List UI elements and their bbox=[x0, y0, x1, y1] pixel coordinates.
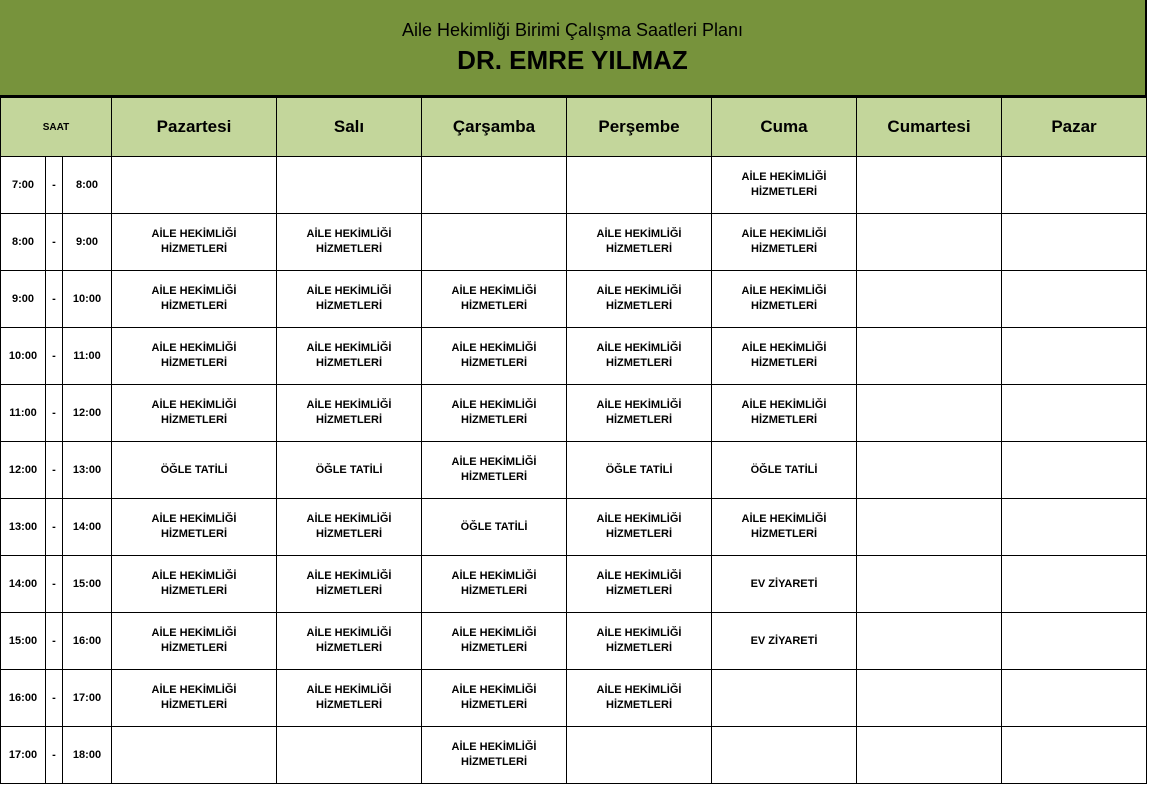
schedule-cell-monday bbox=[112, 157, 277, 214]
schedule-cell-monday bbox=[112, 727, 277, 784]
schedule-cell-label: EV ZİYARETİ bbox=[750, 634, 818, 647]
time-end: 12:00 bbox=[63, 385, 112, 442]
schedule-cell-label: AİLE HEKİMLİĞİ HİZMETLERİ bbox=[596, 285, 682, 312]
schedule-cell-label: AİLE HEKİMLİĞİ HİZMETLERİ bbox=[596, 399, 682, 426]
schedule-cell-sunday bbox=[1002, 613, 1147, 670]
schedule-cell-monday bbox=[112, 271, 277, 328]
schedule-table bbox=[0, 97, 1147, 784]
schedule-cell-label: AİLE HEKİMLİĞİ HİZMETLERİ bbox=[596, 684, 682, 711]
schedule-cell-label: AİLE HEKİMLİĞİ HİZMETLERİ bbox=[451, 399, 537, 426]
schedule-cell-friday bbox=[712, 157, 857, 214]
schedule-cell-saturday bbox=[857, 328, 1002, 385]
schedule-cell-thursday bbox=[567, 271, 712, 328]
schedule-cell-label: AİLE HEKİMLİĞİ HİZMETLERİ bbox=[741, 342, 827, 369]
schedule-cell-saturday bbox=[857, 613, 1002, 670]
schedule-cell-label: AİLE HEKİMLİĞİ HİZMETLERİ bbox=[151, 399, 237, 426]
schedule-cell-tuesday bbox=[277, 271, 422, 328]
saat-header: SAAT bbox=[1, 98, 112, 157]
schedule-cell-label: AİLE HEKİMLİĞİ HİZMETLERİ bbox=[596, 513, 682, 540]
schedule-cell-friday bbox=[712, 499, 857, 556]
schedule-cell-saturday bbox=[857, 727, 1002, 784]
schedule-cell-saturday bbox=[857, 271, 1002, 328]
schedule-cell-label: AİLE HEKİMLİĞİ HİZMETLERİ bbox=[151, 513, 237, 540]
day-header-saturday: Cumartesi bbox=[857, 98, 1002, 157]
time-start: 17:00 bbox=[1, 727, 46, 784]
time-start: 8:00 bbox=[1, 214, 46, 271]
schedule-cell-friday bbox=[712, 442, 857, 499]
schedule-cell-label: AİLE HEKİMLİĞİ HİZMETLERİ bbox=[451, 570, 537, 597]
schedule-body bbox=[1, 157, 1147, 784]
schedule-cell-sunday bbox=[1002, 442, 1147, 499]
time-start: 13:00 bbox=[1, 499, 46, 556]
table-row bbox=[1, 727, 1147, 784]
time-end: 17:00 bbox=[63, 670, 112, 727]
schedule-cell-wednesday bbox=[422, 328, 567, 385]
time-separator: - bbox=[46, 271, 63, 328]
schedule-cell-label: ÖĞLE TATİLİ bbox=[315, 463, 383, 476]
schedule-cell-friday bbox=[712, 727, 857, 784]
schedule-cell-tuesday bbox=[277, 499, 422, 556]
schedule-cell-label: ÖĞLE TATİLİ bbox=[160, 463, 228, 476]
schedule-cell-label: AİLE HEKİMLİĞİ HİZMETLERİ bbox=[451, 285, 537, 312]
day-header-friday: Cuma bbox=[712, 98, 857, 157]
time-separator: - bbox=[46, 499, 63, 556]
table-row bbox=[1, 613, 1147, 670]
time-end: 10:00 bbox=[63, 271, 112, 328]
time-separator: - bbox=[46, 670, 63, 727]
schedule-cell-monday bbox=[112, 328, 277, 385]
schedule-cell-tuesday bbox=[277, 670, 422, 727]
schedule-cell-sunday bbox=[1002, 727, 1147, 784]
time-start: 15:00 bbox=[1, 613, 46, 670]
schedule-cell-wednesday bbox=[422, 727, 567, 784]
schedule-cell-monday bbox=[112, 214, 277, 271]
time-separator: - bbox=[46, 556, 63, 613]
schedule-cell-thursday bbox=[567, 499, 712, 556]
schedule-cell-tuesday bbox=[277, 157, 422, 214]
schedule-cell-monday bbox=[112, 442, 277, 499]
schedule-cell-wednesday bbox=[422, 385, 567, 442]
table-row bbox=[1, 157, 1147, 214]
schedule-cell-sunday bbox=[1002, 157, 1147, 214]
schedule-cell-label: AİLE HEKİMLİĞİ HİZMETLERİ bbox=[451, 456, 537, 483]
schedule-cell-saturday bbox=[857, 157, 1002, 214]
schedule-cell-wednesday bbox=[422, 157, 567, 214]
schedule-cell-label: AİLE HEKİMLİĞİ HİZMETLERİ bbox=[451, 627, 537, 654]
schedule-cell-sunday bbox=[1002, 499, 1147, 556]
schedule-cell-wednesday bbox=[422, 613, 567, 670]
time-end: 18:00 bbox=[63, 727, 112, 784]
schedule-cell-tuesday bbox=[277, 727, 422, 784]
time-separator: - bbox=[46, 613, 63, 670]
table-row bbox=[1, 214, 1147, 271]
schedule-cell-friday bbox=[712, 556, 857, 613]
schedule-cell-label: AİLE HEKİMLİĞİ HİZMETLERİ bbox=[451, 342, 537, 369]
schedule-cell-tuesday bbox=[277, 328, 422, 385]
schedule-cell-tuesday bbox=[277, 556, 422, 613]
time-end: 11:00 bbox=[63, 328, 112, 385]
schedule-cell-friday bbox=[712, 613, 857, 670]
schedule-cell-thursday bbox=[567, 214, 712, 271]
header-row bbox=[1, 98, 1147, 157]
schedule-cell-saturday bbox=[857, 442, 1002, 499]
schedule-cell-label: AİLE HEKİMLİĞİ HİZMETLERİ bbox=[151, 684, 237, 711]
schedule-cell-friday bbox=[712, 385, 857, 442]
schedule-cell-monday bbox=[112, 670, 277, 727]
schedule-cell-wednesday bbox=[422, 442, 567, 499]
schedule-cell-sunday bbox=[1002, 271, 1147, 328]
time-start: 16:00 bbox=[1, 670, 46, 727]
title-band bbox=[0, 0, 1147, 97]
time-end: 14:00 bbox=[63, 499, 112, 556]
day-header-wednesday: Çarşamba bbox=[422, 98, 567, 157]
schedule-cell-label: AİLE HEKİMLİĞİ HİZMETLERİ bbox=[306, 285, 392, 312]
schedule-cell-label: AİLE HEKİMLİĞİ HİZMETLERİ bbox=[151, 228, 237, 255]
schedule-cell-sunday bbox=[1002, 328, 1147, 385]
schedule-cell-wednesday bbox=[422, 499, 567, 556]
time-end: 15:00 bbox=[63, 556, 112, 613]
schedule-cell-tuesday bbox=[277, 385, 422, 442]
time-start: 12:00 bbox=[1, 442, 46, 499]
schedule-cell-saturday bbox=[857, 670, 1002, 727]
schedule-cell-saturday bbox=[857, 499, 1002, 556]
time-end: 9:00 bbox=[63, 214, 112, 271]
schedule-cell-monday bbox=[112, 385, 277, 442]
schedule-cell-wednesday bbox=[422, 214, 567, 271]
schedule-cell-label: AİLE HEKİMLİĞİ HİZMETLERİ bbox=[741, 399, 827, 426]
time-start: 10:00 bbox=[1, 328, 46, 385]
schedule-cell-monday bbox=[112, 556, 277, 613]
schedule-cell-thursday bbox=[567, 727, 712, 784]
schedule-cell-thursday bbox=[567, 556, 712, 613]
schedule-cell-saturday bbox=[857, 214, 1002, 271]
schedule-cell-label: AİLE HEKİMLİĞİ HİZMETLERİ bbox=[306, 399, 392, 426]
schedule-cell-tuesday bbox=[277, 613, 422, 670]
schedule-cell-saturday bbox=[857, 385, 1002, 442]
schedule-cell-friday bbox=[712, 271, 857, 328]
time-separator: - bbox=[46, 157, 63, 214]
table-row bbox=[1, 442, 1147, 499]
schedule-cell-label: AİLE HEKİMLİĞİ HİZMETLERİ bbox=[596, 570, 682, 597]
schedule-cell-label: AİLE HEKİMLİĞİ HİZMETLERİ bbox=[306, 342, 392, 369]
time-separator: - bbox=[46, 385, 63, 442]
schedule-cell-monday bbox=[112, 613, 277, 670]
schedule-cell-label: AİLE HEKİMLİĞİ HİZMETLERİ bbox=[451, 684, 537, 711]
schedule-cell-label: AİLE HEKİMLİĞİ HİZMETLERİ bbox=[741, 285, 827, 312]
schedule-cell-monday bbox=[112, 499, 277, 556]
schedule-cell-thursday bbox=[567, 385, 712, 442]
schedule-cell-label: AİLE HEKİMLİĞİ HİZMETLERİ bbox=[306, 627, 392, 654]
time-separator: - bbox=[46, 442, 63, 499]
schedule-cell-friday bbox=[712, 670, 857, 727]
table-row bbox=[1, 499, 1147, 556]
schedule-cell-thursday bbox=[567, 157, 712, 214]
schedule-cell-sunday bbox=[1002, 214, 1147, 271]
schedule-cell-thursday bbox=[567, 670, 712, 727]
schedule-cell-saturday bbox=[857, 556, 1002, 613]
schedule-cell-label: AİLE HEKİMLİĞİ HİZMETLERİ bbox=[741, 171, 827, 198]
schedule-cell-thursday bbox=[567, 442, 712, 499]
schedule-cell-label: ÖĞLE TATİLİ bbox=[605, 463, 673, 476]
schedule-cell-wednesday bbox=[422, 271, 567, 328]
schedule-cell-label: AİLE HEKİMLİĞİ HİZMETLERİ bbox=[741, 513, 827, 540]
table-row bbox=[1, 670, 1147, 727]
schedule-cell-label: AİLE HEKİMLİĞİ HİZMETLERİ bbox=[306, 228, 392, 255]
schedule-cell-label: AİLE HEKİMLİĞİ HİZMETLERİ bbox=[451, 741, 537, 768]
schedule-cell-sunday bbox=[1002, 385, 1147, 442]
day-header-tuesday: Salı bbox=[277, 98, 422, 157]
schedule-cell-tuesday bbox=[277, 214, 422, 271]
schedule-cell-thursday bbox=[567, 613, 712, 670]
schedule-cell-label: AİLE HEKİMLİĞİ HİZMETLERİ bbox=[151, 342, 237, 369]
time-start: 9:00 bbox=[1, 271, 46, 328]
schedule-cell-label: AİLE HEKİMLİĞİ HİZMETLERİ bbox=[306, 570, 392, 597]
table-row bbox=[1, 328, 1147, 385]
schedule-cell-wednesday bbox=[422, 556, 567, 613]
schedule-cell-label: AİLE HEKİMLİĞİ HİZMETLERİ bbox=[306, 684, 392, 711]
schedule-cell-label: AİLE HEKİMLİĞİ HİZMETLERİ bbox=[306, 513, 392, 540]
schedule-cell-sunday bbox=[1002, 556, 1147, 613]
schedule-cell-label: AİLE HEKİMLİĞİ HİZMETLERİ bbox=[596, 627, 682, 654]
time-start: 7:00 bbox=[1, 157, 46, 214]
schedule-cell-label: AİLE HEKİMLİĞİ HİZMETLERİ bbox=[151, 627, 237, 654]
time-separator: - bbox=[46, 727, 63, 784]
day-header-thursday: Perşembe bbox=[567, 98, 712, 157]
schedule-cell-label: AİLE HEKİMLİĞİ HİZMETLERİ bbox=[741, 228, 827, 255]
table-row bbox=[1, 556, 1147, 613]
table-row bbox=[1, 271, 1147, 328]
schedule-cell-wednesday bbox=[422, 670, 567, 727]
schedule-cell-friday bbox=[712, 328, 857, 385]
time-separator: - bbox=[46, 328, 63, 385]
time-start: 11:00 bbox=[1, 385, 46, 442]
schedule-cell-thursday bbox=[567, 328, 712, 385]
schedule-cell-label: AİLE HEKİMLİĞİ HİZMETLERİ bbox=[596, 342, 682, 369]
day-header-sunday: Pazar bbox=[1002, 98, 1147, 157]
time-start: 14:00 bbox=[1, 556, 46, 613]
time-separator: - bbox=[46, 214, 63, 271]
time-end: 8:00 bbox=[63, 157, 112, 214]
schedule-cell-label: EV ZİYARETİ bbox=[750, 577, 818, 590]
schedule-cell-label: ÖĞLE TATİLİ bbox=[750, 463, 818, 476]
day-header-monday: Pazartesi bbox=[112, 98, 277, 157]
schedule-cell-label: ÖĞLE TATİLİ bbox=[460, 520, 528, 533]
schedule-cell-label: AİLE HEKİMLİĞİ HİZMETLERİ bbox=[151, 570, 237, 597]
schedule-cell-friday bbox=[712, 214, 857, 271]
plan-subtitle: Aile Hekimliği Birimi Çalışma Saatleri Planı bbox=[401, 20, 744, 40]
schedule-cell-label: AİLE HEKİMLİĞİ HİZMETLERİ bbox=[151, 285, 237, 312]
table-row bbox=[1, 385, 1147, 442]
time-end: 16:00 bbox=[63, 613, 112, 670]
schedule-cell-tuesday bbox=[277, 442, 422, 499]
doctor-name: DR. EMRE YILMAZ bbox=[457, 45, 688, 75]
schedule-cell-label: AİLE HEKİMLİĞİ HİZMETLERİ bbox=[596, 228, 682, 255]
time-end: 13:00 bbox=[63, 442, 112, 499]
schedule-cell-sunday bbox=[1002, 670, 1147, 727]
